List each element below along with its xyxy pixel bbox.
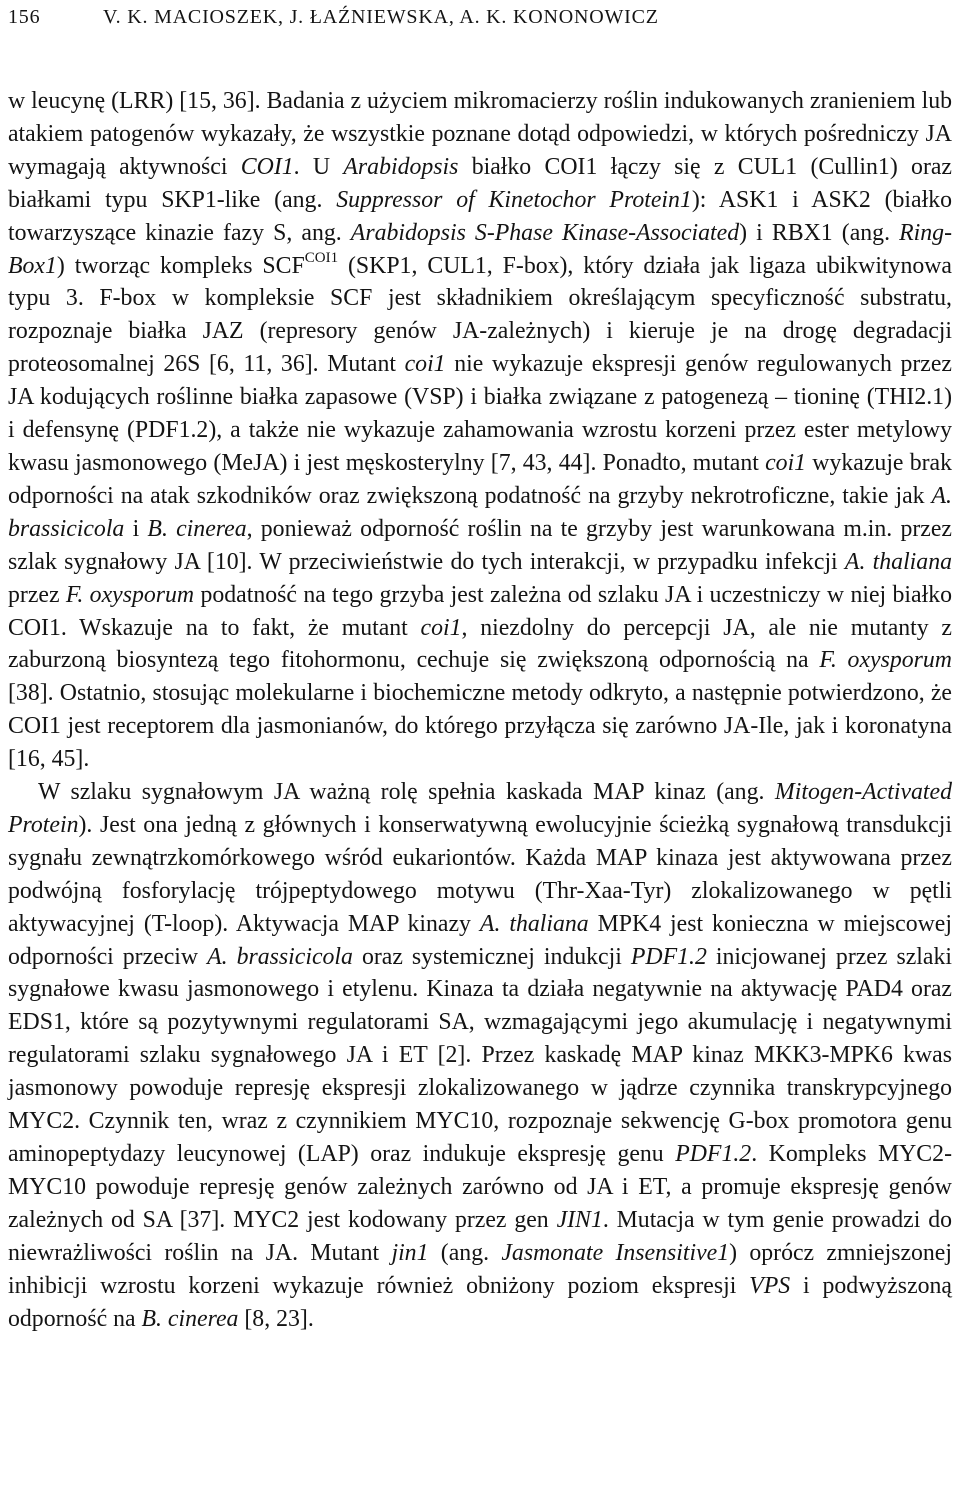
italic-term: jin1: [391, 1239, 429, 1266]
text-run: (SKP1, CUL1, F-box), który działa jak ligaza ubikwitynowa typu 3. F-box w kompleksie SCF jest składnikiem określającym specyficzność substratu, rozpoznaje białka JAZ (represory genów JA-zależnych) i kieruje je na drogę degradacji proteosomalnej 26S [6, 11, 36]. Mutant: [8, 252, 952, 378]
italic-term: coi1: [404, 351, 446, 378]
text-run: ) tworząc kompleks SCF: [56, 252, 305, 279]
italic-term: PDF1.2: [675, 1141, 752, 1167]
italic-term: A. brassicicola: [207, 943, 353, 970]
text-run: białko COI1 łączy się z CUL1 (Cullin1) oraz białkami typu SKP1-like (ang.: [8, 153, 952, 213]
paragraph-map-kinase: [8, 776, 952, 1335]
italic-term: A. brassicicola: [8, 482, 952, 542]
italic-term: Arabidopsis S-Phase Kinase-Associated: [350, 219, 740, 246]
italic-term: F. oxysporum: [819, 647, 952, 674]
text-run: w leucynę (LRR) [15, 36]. Badania z użyciem mikromacierzy roślin indukowanych zranieniem lub atakiem patogenów wykazały, że wszystkie poznane dotąd odpowiedzi, w których pośredniczy JA wymagają aktywności: [8, 88, 952, 180]
page-number: 156: [8, 6, 41, 28]
body-text: [8, 85, 952, 1335]
text-run: MPK4 jest konieczna w miejscowej odporności przeciw: [8, 910, 952, 970]
text-run: oraz systemicznej indukcji: [352, 943, 631, 970]
italic-term: A. thaliana: [844, 548, 952, 575]
text-run: ) oprócz zmniejszonej inhibicji wzrostu korzeni wykazuje również obniżony poziom ekspresji: [8, 1239, 952, 1299]
paragraph-coi1-receptor: [8, 85, 952, 776]
text-run: wykazuje brak odporności na atak szkodników oraz zwiększoną podatność na grzyby nekrotroficzne, takie jak: [8, 449, 952, 509]
text-run: W szlaku sygnałowym JA ważną rolę spełnia kaskada MAP kinaz (ang.: [38, 779, 775, 806]
text-run: . U: [293, 153, 344, 180]
superscript-coi1: COI1: [304, 249, 339, 266]
italic-term: B. cinerea: [147, 515, 247, 542]
text-run: [8, 23].: [238, 1305, 314, 1332]
italic-term: Arabidopsis: [343, 153, 459, 180]
text-run: i podwyższoną odporność na: [8, 1272, 952, 1332]
running-header: [8, 2, 952, 42]
text-run: (ang.: [428, 1239, 502, 1266]
text-run: ). Jest ona jedną z głównych i konserwatywną ewolucyjnie ścieżką sygnałową transdukcji sygnału zewnątrzkomórkowego wśród eukariontów. Każda MAP kinaza jest aktywowana przez podwójną fosforylację trójpeptydowego motywu (Thr-Xaa-Tyr) zlokalizowanego w pętli aktywacyjnej (T-loop). Aktywacja MAP kinazy: [8, 811, 952, 937]
text-run: i: [124, 515, 148, 542]
text-run: . Kompleks MYC2-MYC10 powoduje represję genów zależnych zarówno od JA i ET, a promuje ekspresję genów zależnych od SA [37]. MYC2 jest kodowany przez gen: [8, 1141, 953, 1233]
text-run: przez: [8, 581, 66, 608]
italic-term: JIN1: [556, 1206, 603, 1233]
text-run: nie wykazuje ekspresji genów regulowanych przez JA kodujących roślinne białka zapasowe (VSP) i białka związane z patogenezą – tioninę (THI2.1) i defensynę (PDF1.2), a także nie wykazuje zahamowania wzrostu korzeni przez ester metylowy kwasu jasmonowego (MeJA) i jest męskosterylny [7, 43, 44]. Ponadto, mutant: [8, 351, 952, 476]
italic-term: coi1: [420, 614, 462, 641]
italic-term: A. thaliana: [479, 910, 589, 937]
italic-term: Jasmonate Insensitive1: [501, 1239, 730, 1266]
italic-term: VPS: [749, 1272, 791, 1299]
text-run: , ponieważ odporność roślin na te grzyby jest warunkowana m.in. przez szlak sygnałowy JA [10]. W przeciwieństwie do tych interakcji, w przypadku infekcji: [8, 515, 952, 575]
text-run: . Mutacja w tym genie prowadzi do niewrażliwości roślin na JA. Mutant: [8, 1206, 952, 1266]
text-run: , niezdolny do percepcji JA, ale nie mutanty z zaburzoną biosyntezą tego fitohormonu, cechuje się zwiększoną odpornością na: [8, 614, 952, 674]
italic-term: Mitogen-Activated Protein: [8, 779, 952, 838]
text-run: podatność na tego grzyba jest zależna od szlaku JA i uczestniczy w niej białko COI1. Wskazuje na to fakt, że mutant: [8, 581, 952, 641]
text-run: ): ASK1 i ASK2 (białko towarzyszące kinazie fazy S, ang.: [8, 186, 952, 246]
italic-term: B. cinerea: [141, 1305, 239, 1332]
text-run: ) i RBX1 (ang.: [739, 219, 900, 246]
running-header-authors: V. K. MACIOSZEK, J. ŁAŹNIEWSKA, A. K. KONONOWICZ: [103, 6, 659, 28]
italic-term: COI1: [240, 153, 294, 180]
italic-term: Suppressor of Kinetochor Protein1: [336, 186, 692, 213]
italic-term: Ring-Box1: [8, 219, 953, 279]
italic-term: PDF1.2: [630, 943, 707, 970]
italic-term: coi1: [765, 449, 807, 476]
italic-term: F. oxysporum: [65, 581, 195, 608]
text-run: inicjowanej przez szlaki sygnałowe kwasu jasmonowego i etylenu. Kinaza ta działa negatywnie na aktywację PAD4 oraz EDS1, które są pozytywnymi regulatorami SA, wzmagającymi jego akumulację i negatywnymi regulatorami szlaku sygnałowego JA i ET [2]. Przez kaskadę MAP kinaz MKK3-MPK6 kwas jasmonowy powoduje represję ekspresji zlokalizowanego w jądrze czynnika transkrypcyjnego MYC2. Czynnik ten, wraz z czynnikiem MYC10, rozpoznaje sekwencję G-box promotora genu aminopeptydazy leucynowej (LAP) oraz indukuje ekspresję genu: [8, 943, 952, 1167]
text-run: [38]. Ostatnio, stosując molekularne i biochemiczne metody odkryto, a następnie potwierdzono, że COI1 jest receptorem dla jasmonianów, do którego przyłącza się zarówno JA-Ile, jak i koronatyna [16, 45].: [8, 680, 952, 773]
